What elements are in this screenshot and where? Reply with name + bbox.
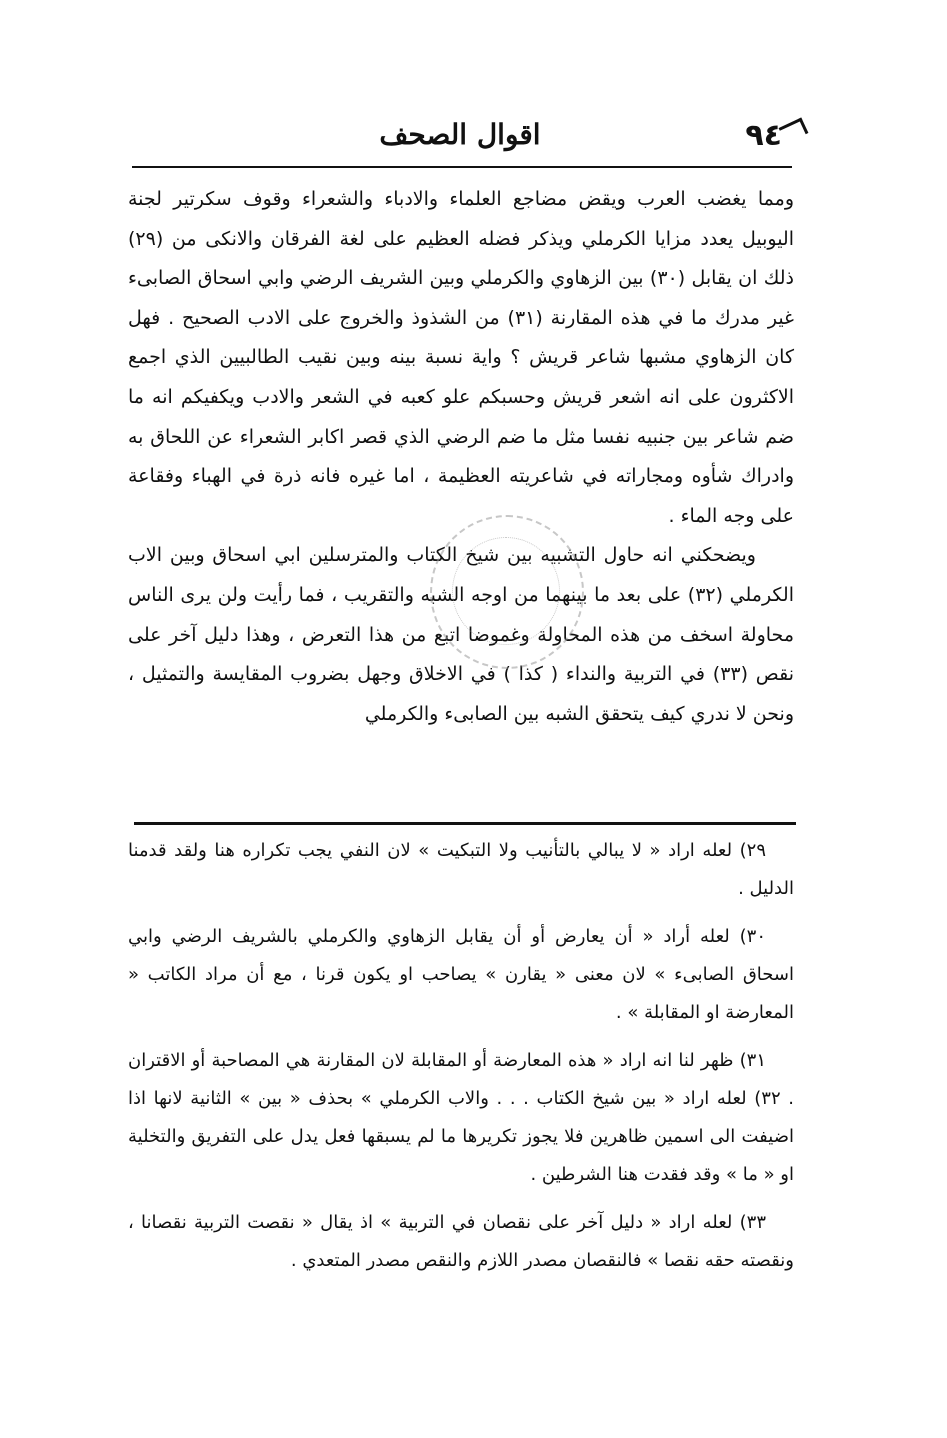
- footnotes: [128, 832, 794, 1290]
- footnote: ٣٣) لعله اراد « دليل آخر على نقصان في التربية » اذ يقال « نقصت التربية نقصانا ، ونقصته حقه نقصا » فالنقصان مصدر اللازم والنقص مصدر المتعدي .: [128, 1212, 794, 1271]
- body-paragraph: ويضحكني انه حاول التشبيه بين شيخ الكتاب والمترسلين ابي اسحاق وبين الاب الكرملي (٣٢) على بعد ما بينهما من اوجه الشبه والتقريب ، فما رأيت ولن يرى الناس محاولة اسخف من هذه المحاولة وغموضا اتبع من هذا التعرض ، وهذا دليل آخر على نقص (٣٣) في التربية والنداء ( كذا ) في الاخلاق وجهل بضروب المقايسة والتمثيل ، ونحن لا ندري كيف يتحقق الشبه بين الصابىء والكرملي: [128, 544, 794, 725]
- footnote: ٣٠) لعله أراد « أن يعارض أو أن يقابل الزهاوي والكرملي بالشريف الرضي وابي اسحاق الصابىء » لان معنى « يقارن » يصاحب او يكون قرنا ، مع أن مراد الكاتب « المعارضة او المقابلة » .: [128, 926, 794, 1023]
- header-rule: [132, 166, 792, 168]
- footnote: ٣١) ظهر لنا انه اراد « هذه المعارضة أو المقابلة لان المقارنة هي المصاحبة أو الاقتران . ٣٢) لعله اراد « بين شيخ الكتاب . . . والاب الكرملي » بحذف « بين » الثانية لانها اذا اضيفت الى اسمين ظاهرين فلا يجوز تكريرها ما لم يسبقها فعل يدل على التفريق والتخلية او « ما » وقد فقدت هنا الشرطين .: [128, 1050, 794, 1185]
- running-title: اقوال الصحف: [379, 118, 541, 151]
- footnote: ٢٩) لعله اراد « لا يبالي بالتأنيب ولا التبكيت » لان النفي يجب تكراره هنا ولقد قدمنا الدليل .: [128, 840, 794, 899]
- library-stamp-watermark: [430, 515, 584, 669]
- footnote-rule: [134, 822, 796, 825]
- page-number: ٩٤: [745, 118, 782, 153]
- stamp-inner-ring: [452, 537, 560, 645]
- page-header: [130, 118, 790, 158]
- body-paragraph: ومما يغضب العرب ويقض مضاجع العلماء والادباء والشعراء وقوف سكرتير لجنة اليوبيل يعدد مزايا الكرملي ويذكر فضله العظيم على لغة الفرقان والانكى من (٢٩) ذلك ان يقابل (٣٠) بين الزهاوي والكرملي وبين الشريف الرضي وابي اسحاق الصابىء غير مدرك ما في هذه المقارنة (٣١) من الشذوذ والخروج على الادب الصحيح . فهل كان الزهاوي مشبها شاعر قريش ؟ واية نسبة بينه وبين نقيب الطالبيين الذي اجمع الاكثرون على انه اشعر قريش وحسبكم علو كعبه في الشعر والادب ويكفيكم انه ما ضم شاعر بين جنبيه نفسا مثل ما ضم الرضي الذي قصر اكابر الشعراء عن اللحاق به وادراك شأوه ومجاراته في شاعريته العظيمة ، اما غيره فانه ذرة في الهباء وفقاعة على وجه الماء .: [128, 188, 794, 527]
